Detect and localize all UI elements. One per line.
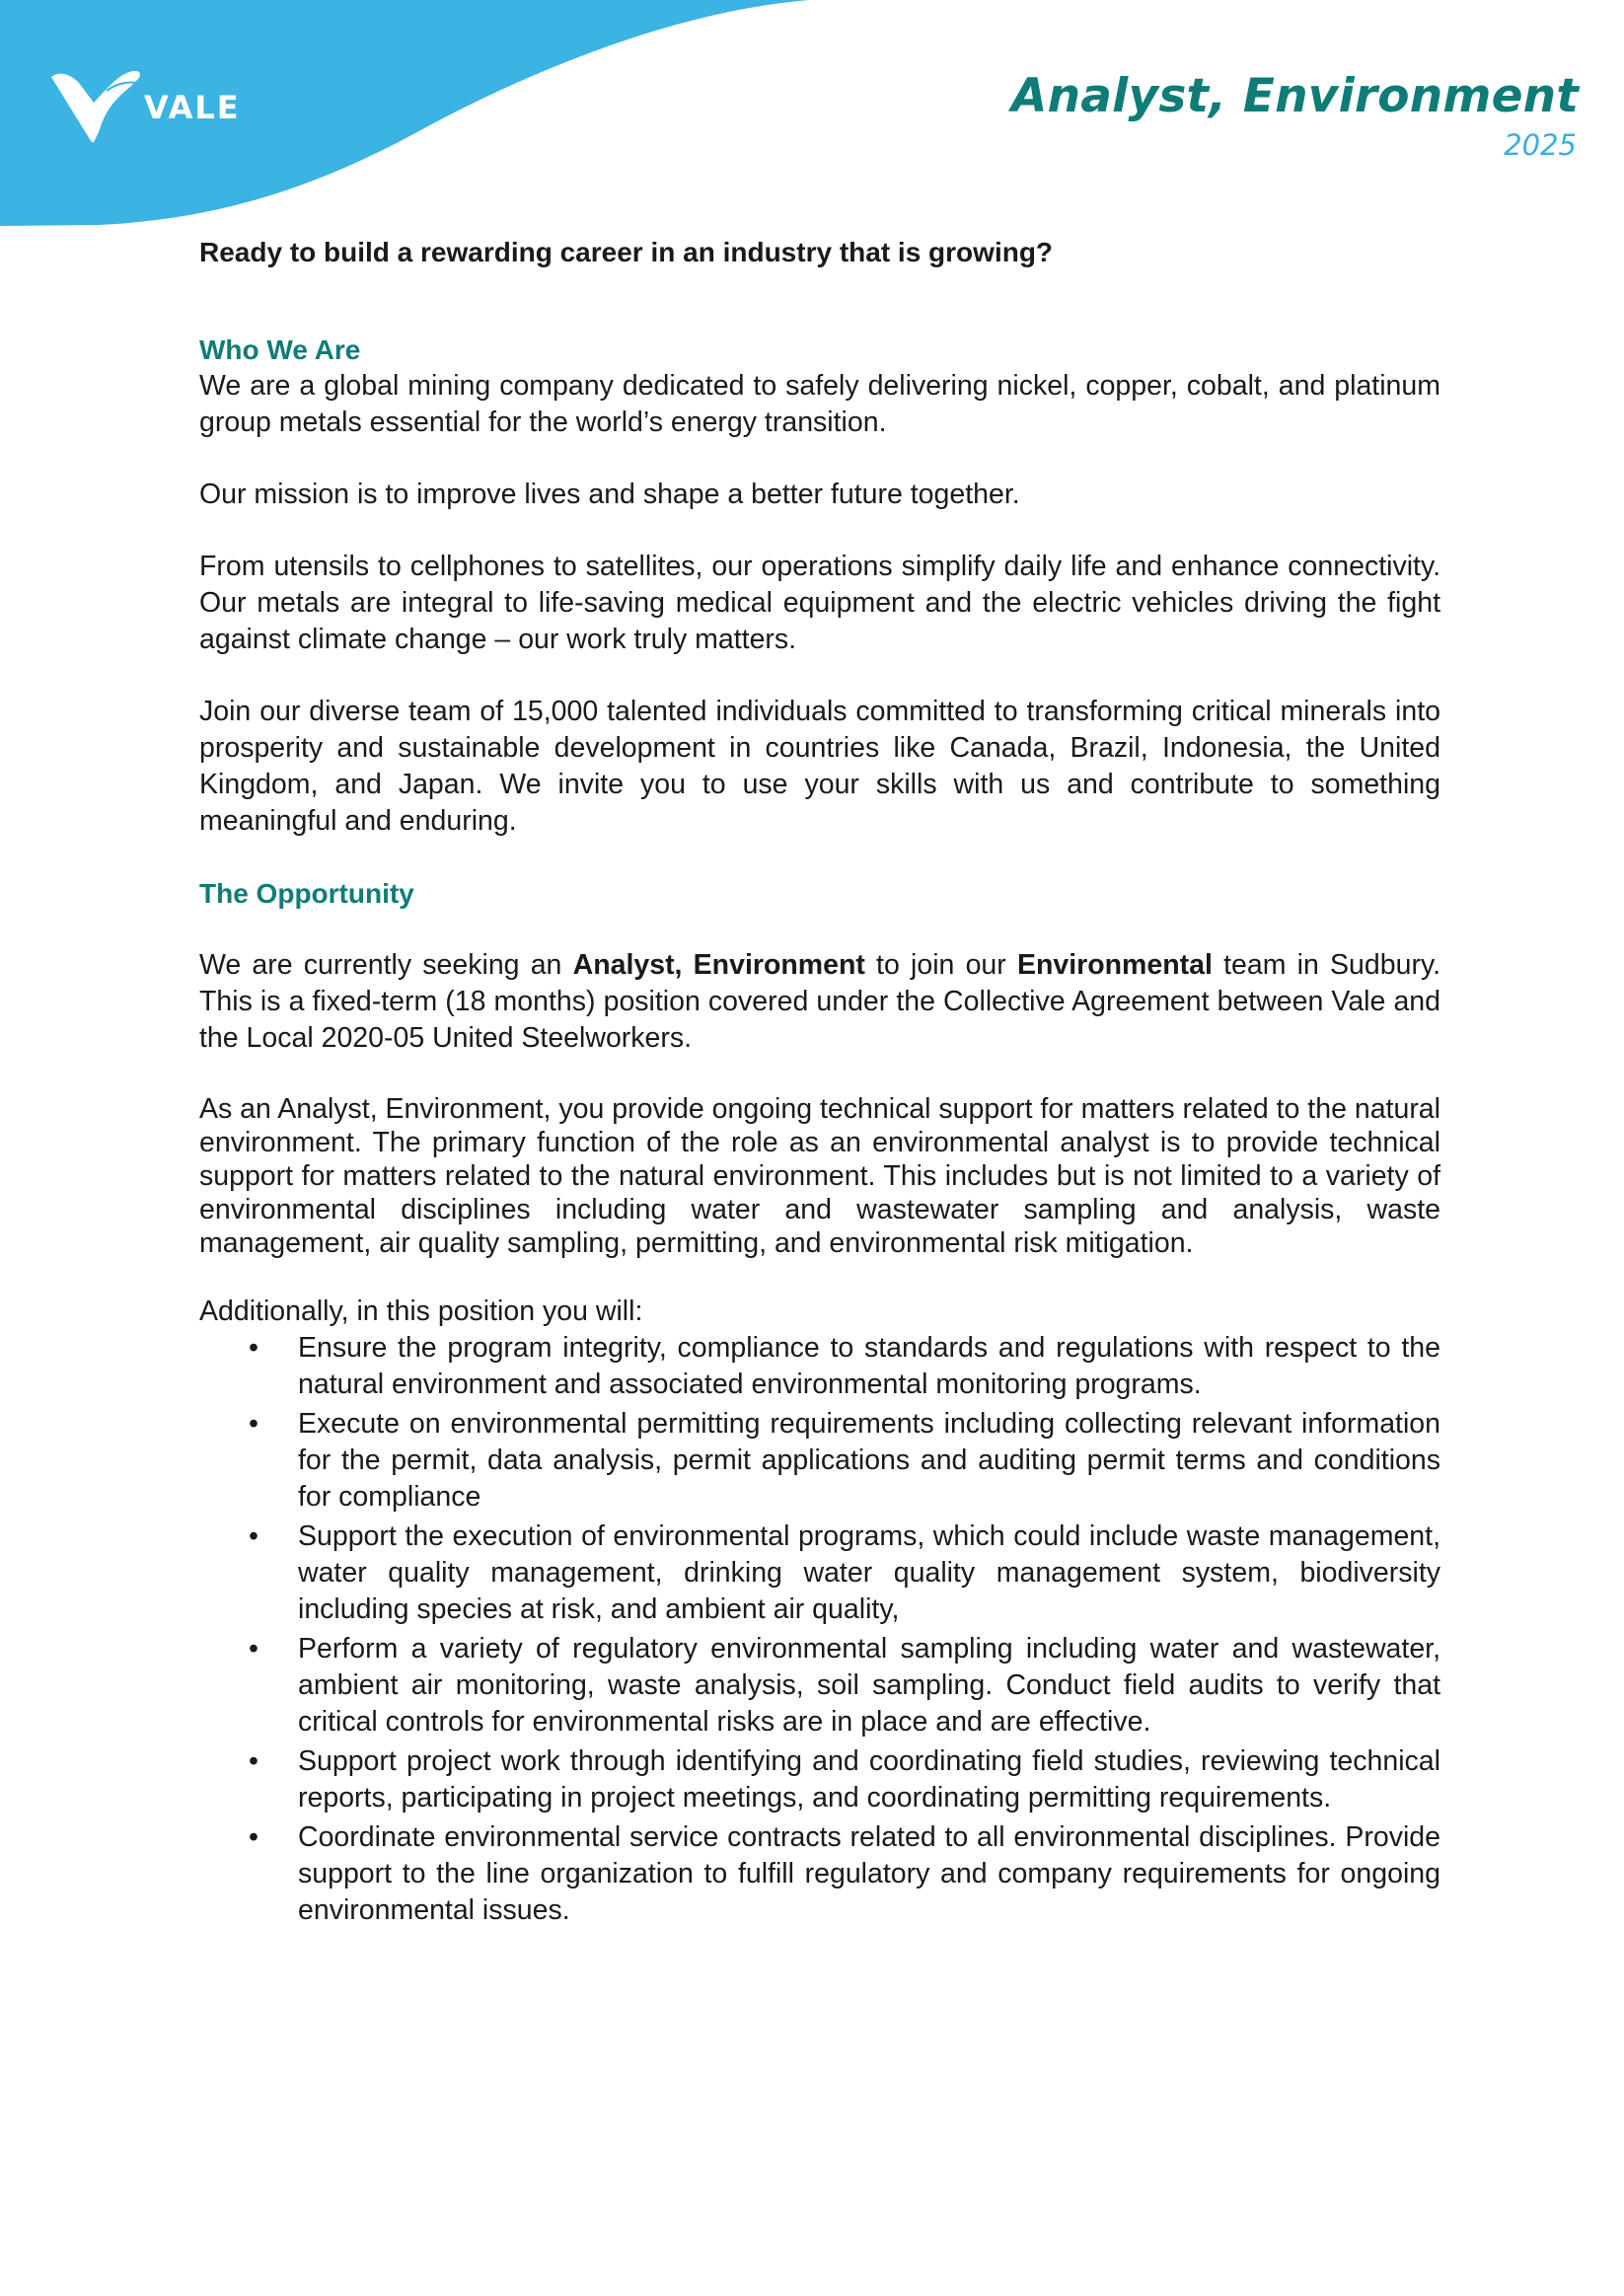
list-item bbox=[199, 1819, 1440, 1929]
duty-text: Support project work through identifying and coordinating field studies, reviewing technical reports, participating in project meetings, and coordinating permitting requirements. bbox=[298, 1745, 1440, 1814]
document-title: Analyst, Environment bbox=[1011, 69, 1579, 123]
duties-intro: Additionally, in this position you will: bbox=[199, 1296, 643, 1327]
duty-text: Ensure the program integrity, compliance to standards and regulations with respect to the natural environment and associated environmental monitoring programs. bbox=[298, 1332, 1440, 1400]
tagline: Ready to build a rewarding career in an industry that is growing? bbox=[199, 237, 1054, 267]
section-heading-who-we-are: Who We Are bbox=[199, 334, 361, 365]
duty-text: Coordinate environmental service contracts related to all environmental disciplines. Provide support to the line organization to fulfill regulatory and company requirements for ongoing environmental issues. bbox=[298, 1821, 1440, 1926]
role-description: As an Analyst, Environment, you provide ongoing technical support for matters related to the natural environment. The primary function of the role as an environmental analyst is to provide technical support for matters related to the natural environment. This includes but is not limited to a variety of environmental disciplines including water and wastewater sampling and analysis, waste management, air quality sampling, permitting, and environmental risk mitigation. bbox=[199, 1093, 1440, 1259]
duty-text: Execute on environmental permitting requirements including collecting relevant information for the permit, data analysis, permit applications and auditing permit terms and conditions for compliance bbox=[298, 1408, 1440, 1513]
bullet-icon: • bbox=[249, 1408, 258, 1440]
duties-list bbox=[199, 1330, 1440, 1929]
bullet-icon: • bbox=[249, 1520, 258, 1552]
bullet-icon: • bbox=[249, 1633, 258, 1665]
duty-text: Perform a variety of regulatory environmental sampling including water and wastewater, ambient air monitoring, waste analysis, soil sampling. Conduct field audits to verify that critical controls for environmental risks are in place and are effective. bbox=[298, 1633, 1440, 1738]
bullet-icon: • bbox=[249, 1745, 258, 1777]
paragraph: We are a global mining company dedicated to safely delivering nickel, copper, cobalt, and platinum group metals essential for the world’s energy transition. bbox=[199, 370, 1440, 438]
bullet-icon: • bbox=[249, 1332, 258, 1364]
role-name: Analyst, Environment bbox=[572, 949, 865, 981]
intro-text: to join our bbox=[864, 949, 1017, 981]
list-item bbox=[199, 1330, 1440, 1403]
bullet-icon: • bbox=[249, 1821, 258, 1853]
intro-text: We are currently seeking an bbox=[199, 949, 573, 981]
list-item bbox=[199, 1743, 1440, 1816]
section-heading-opportunity: The Opportunity bbox=[199, 878, 414, 909]
paragraph: Join our diverse team of 15,000 talented individuals committed to transforming critical minerals into prosperity and sustainable development in countries like Canada, Brazil, Indonesia, the United Kingdom, and Japan. We invite you to use your skills with us and contribute to something meaningful and enduring. bbox=[199, 696, 1440, 837]
list-item bbox=[199, 1631, 1440, 1741]
team-name: Environmental bbox=[1016, 949, 1213, 981]
document-year: 2025 bbox=[1504, 128, 1577, 162]
list-item bbox=[199, 1406, 1440, 1516]
duty-text: Support the execution of environmental programs, which could include waste management, water quality management, drinking water quality management system, biodiversity including species at risk, and ambient air quality, bbox=[298, 1520, 1440, 1625]
paragraph: From utensils to cellphones to satellites, our operations simplify daily life and enhance connectivity. Our metals are integral to life-saving medical equipment and the electric vehicles driving the fight against climate change – our work truly matters. bbox=[199, 551, 1440, 655]
intro-text: team in Sudbury. This is a fixed-term (18 months) position covered under the Collective Agreement between Vale and the Local 2020-05 United Steelworkers. bbox=[199, 949, 1440, 1054]
opportunity-intro bbox=[199, 947, 1440, 1057]
brand-name: VALE bbox=[144, 89, 241, 126]
document-body bbox=[199, 234, 1440, 1932]
list-item bbox=[199, 1518, 1440, 1628]
paragraph: Our mission is to improve lives and shape a better future together. bbox=[199, 479, 1020, 510]
